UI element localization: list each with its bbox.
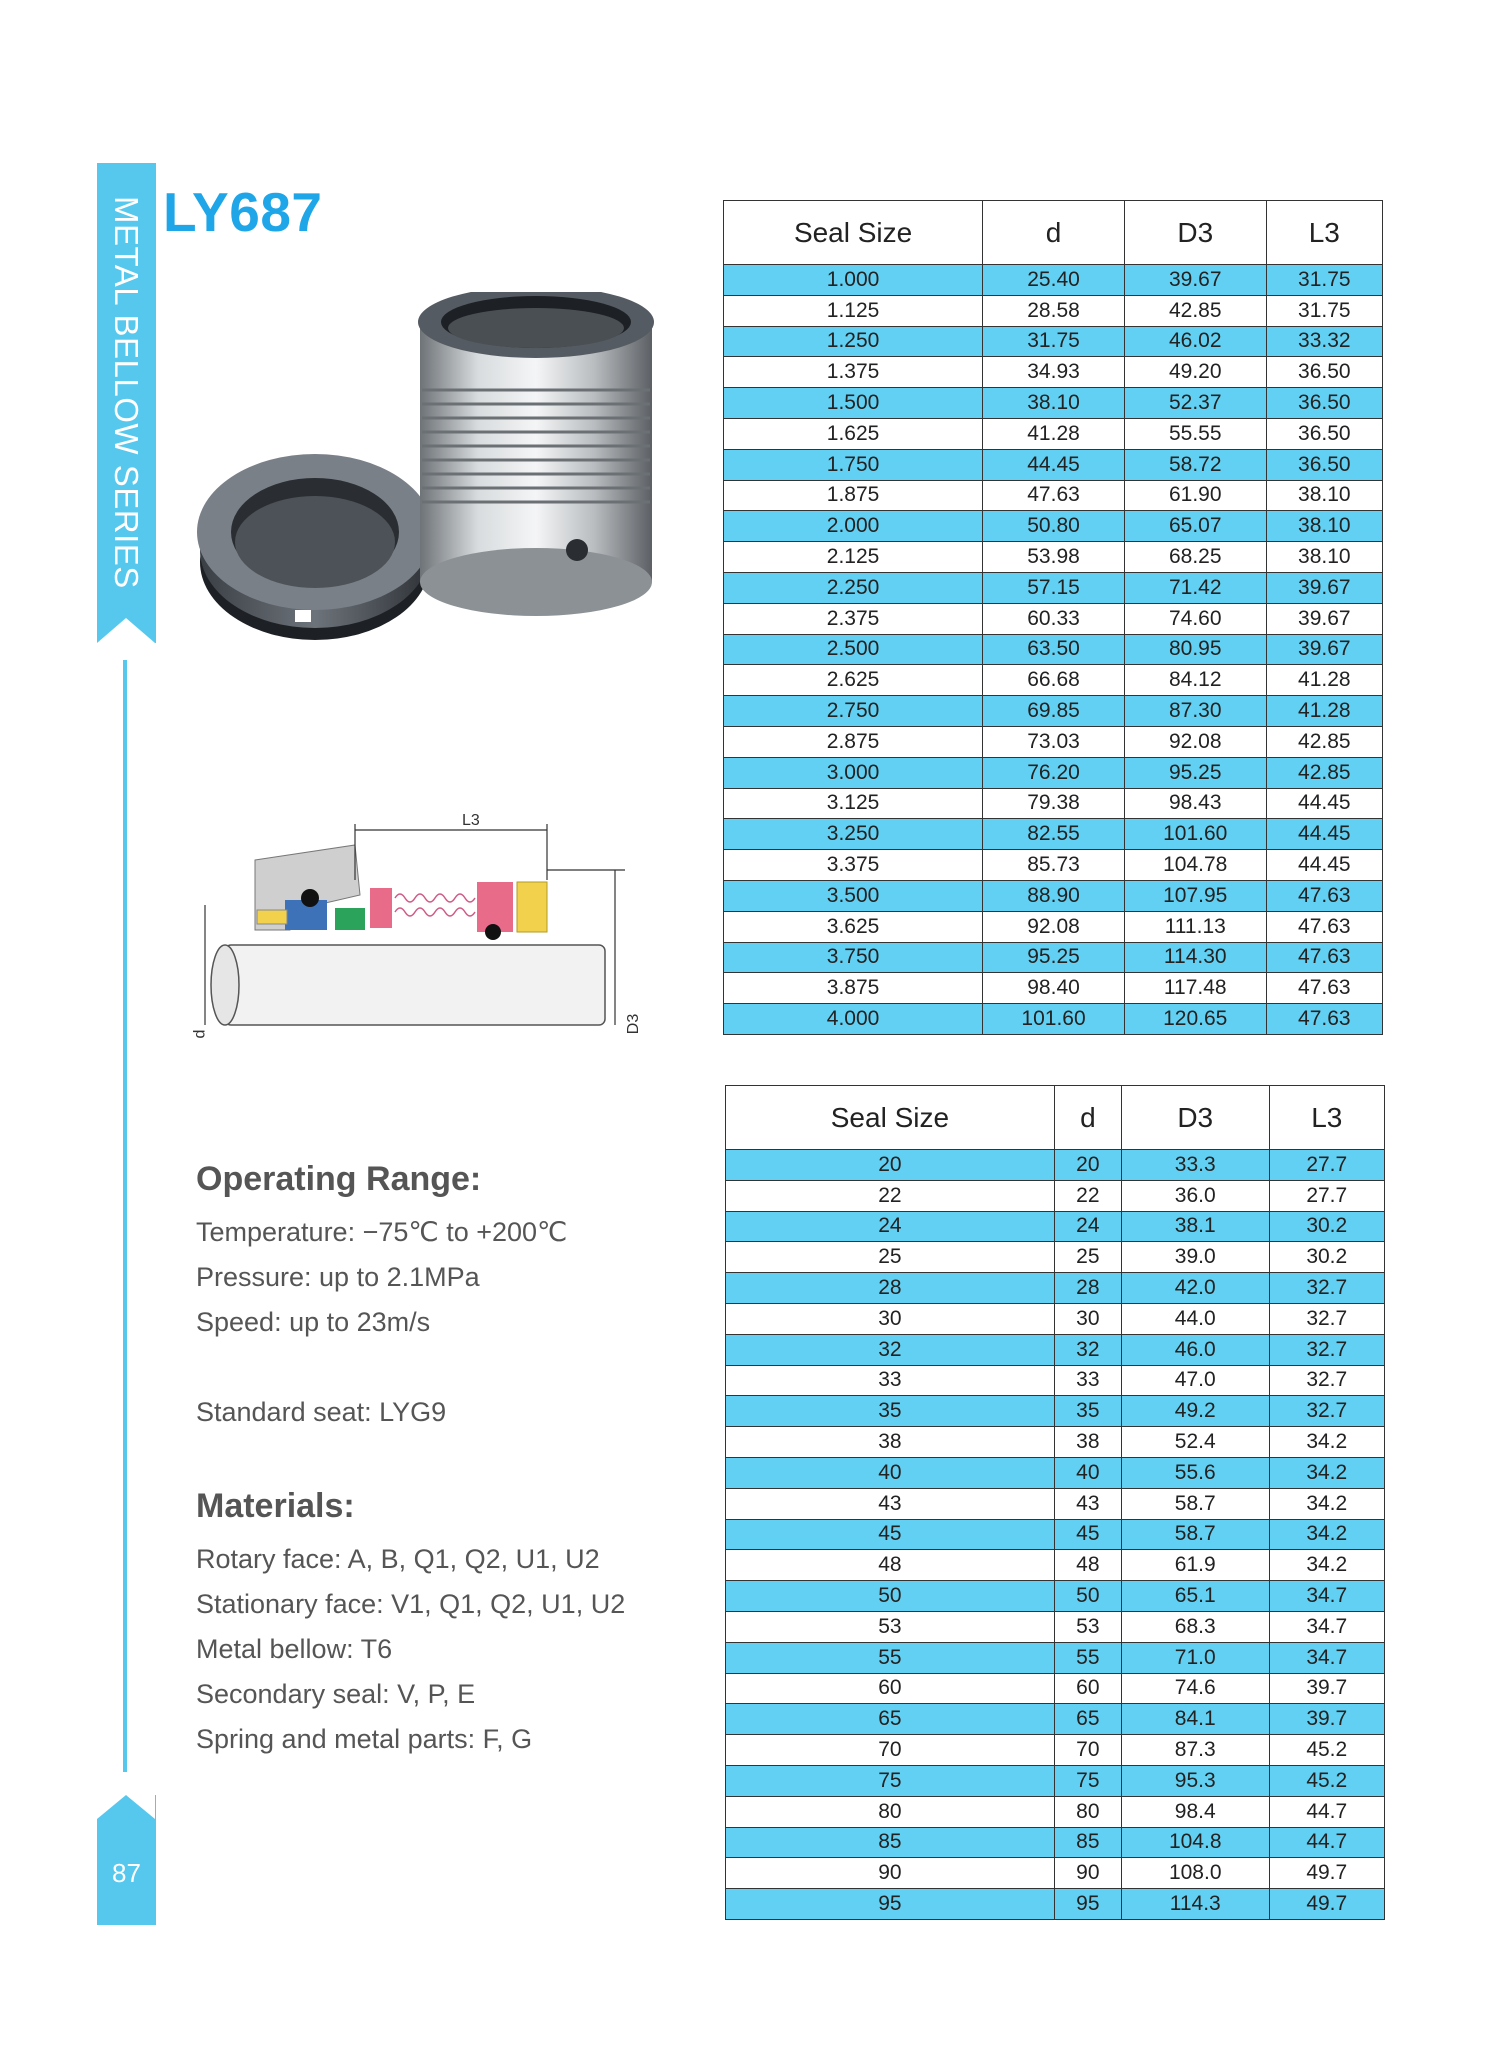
table-row — [724, 265, 1383, 296]
table-cell: 2.000 — [724, 511, 983, 542]
table-cell: 38.10 — [1266, 511, 1382, 542]
table-row — [726, 1735, 1385, 1766]
table-cell: 34.7 — [1269, 1642, 1384, 1673]
table-cell: 1.500 — [724, 388, 983, 419]
table-cell: 27.7 — [1269, 1150, 1384, 1181]
table-cell: 71.42 — [1124, 572, 1266, 603]
table-cell: 39.7 — [1269, 1704, 1384, 1735]
table-cell: 47.63 — [983, 480, 1125, 511]
table-cell: 61.9 — [1121, 1550, 1269, 1581]
table-cell: 92.08 — [1124, 726, 1266, 757]
table-row — [724, 819, 1383, 850]
table-cell: 47.63 — [1266, 1004, 1382, 1035]
table-cell: 92.08 — [983, 911, 1125, 942]
table-cell: 44.7 — [1269, 1827, 1384, 1858]
table-cell: 43 — [726, 1488, 1055, 1519]
table-cell: 74.60 — [1124, 603, 1266, 634]
table-cell: 104.78 — [1124, 850, 1266, 881]
table-cell: 34.7 — [1269, 1581, 1384, 1612]
table-row — [726, 1303, 1385, 1334]
table-cell: 60 — [726, 1673, 1055, 1704]
table-cell: 38.1 — [1121, 1211, 1269, 1242]
table-cell: 32.7 — [1269, 1273, 1384, 1304]
operating-range-line: Speed: up to 23m/s — [196, 1307, 431, 1337]
table-cell: 28 — [726, 1273, 1055, 1304]
table-cell: 88.90 — [983, 880, 1125, 911]
table-cell: 47.63 — [1266, 942, 1382, 973]
table-cell: 80.95 — [1124, 634, 1266, 665]
table-row — [724, 511, 1383, 542]
table-row — [724, 603, 1383, 634]
table-cell: 75 — [1054, 1765, 1121, 1796]
table-cell: 33 — [726, 1365, 1055, 1396]
table-cell: 84.12 — [1124, 665, 1266, 696]
table-cell: 38.10 — [983, 388, 1125, 419]
table-cell: 95 — [1054, 1889, 1121, 1920]
table-cell: 32 — [726, 1334, 1055, 1365]
operating-range-heading: Operating Range: — [196, 1160, 482, 1198]
table-cell: 45.2 — [1269, 1735, 1384, 1766]
table-cell: 114.3 — [1121, 1889, 1269, 1920]
table-body — [726, 1150, 1385, 1920]
table-cell: 120.65 — [1124, 1004, 1266, 1035]
table-cell: 44.0 — [1121, 1303, 1269, 1334]
table-cell: 49.7 — [1269, 1889, 1384, 1920]
table-cell: 60 — [1054, 1673, 1121, 1704]
table-cell: 28.58 — [983, 295, 1125, 326]
materials-section — [196, 1487, 716, 1526]
product-photo — [185, 292, 705, 672]
table-cell: 45 — [726, 1519, 1055, 1550]
table-cell: 90 — [726, 1858, 1055, 1889]
table-row — [724, 880, 1383, 911]
table-cell: 36.50 — [1266, 418, 1382, 449]
table-cell: 2.750 — [724, 696, 983, 727]
table-cell: 95.25 — [983, 942, 1125, 973]
table-row — [726, 1827, 1385, 1858]
table-cell: 53.98 — [983, 542, 1125, 573]
table-cell: 47.0 — [1121, 1365, 1269, 1396]
table-cell: 24 — [1054, 1211, 1121, 1242]
table-cell: 48 — [1054, 1550, 1121, 1581]
table-cell: 98.4 — [1121, 1796, 1269, 1827]
table-cell: 53 — [1054, 1611, 1121, 1642]
table-cell: 50 — [1054, 1581, 1121, 1612]
table-cell: 1.000 — [724, 265, 983, 296]
materials-line: Stationary face: V1, Q1, Q2, U1, U2 — [196, 1589, 626, 1619]
table-row — [726, 1642, 1385, 1673]
table-cell: 39.67 — [1266, 603, 1382, 634]
table-cell: 40 — [726, 1457, 1055, 1488]
table-row — [726, 1673, 1385, 1704]
table-cell: 38 — [726, 1427, 1055, 1458]
table-row — [726, 1242, 1385, 1273]
table-cell: 31.75 — [1266, 265, 1382, 296]
table-row — [726, 1334, 1385, 1365]
table-cell: 65.1 — [1121, 1581, 1269, 1612]
table-cell: 41.28 — [1266, 696, 1382, 727]
table-cell: 117.48 — [1124, 973, 1266, 1004]
table-cell: 3.625 — [724, 911, 983, 942]
table-cell: 101.60 — [983, 1004, 1125, 1035]
table-cell: 101.60 — [1124, 819, 1266, 850]
table-row — [726, 1611, 1385, 1642]
table-cell: 1.625 — [724, 418, 983, 449]
column-header: d — [983, 201, 1125, 265]
table-row — [724, 696, 1383, 727]
table-cell: 1.875 — [724, 480, 983, 511]
table-cell: 45.2 — [1269, 1765, 1384, 1796]
table-row — [724, 326, 1383, 357]
table-cell: 2.250 — [724, 572, 983, 603]
table-cell: 98.40 — [983, 973, 1125, 1004]
table-cell: 22 — [726, 1180, 1055, 1211]
table-row — [726, 1889, 1385, 1920]
table-row — [726, 1180, 1385, 1211]
page-number: 87 — [112, 1858, 141, 1888]
seal-cross-section-diagram — [195, 800, 665, 1050]
table-row — [726, 1704, 1385, 1735]
table-cell: 55.6 — [1121, 1457, 1269, 1488]
operating-range-line: Temperature: −75℃ to +200℃ — [196, 1217, 568, 1247]
table-cell: 42.85 — [1266, 726, 1382, 757]
diagram-label-l3: L3 — [462, 812, 480, 829]
table-cell: 90 — [1054, 1858, 1121, 1889]
table-cell: 46.02 — [1124, 326, 1266, 357]
table-cell: 44.45 — [1266, 788, 1382, 819]
table-cell: 69.85 — [983, 696, 1125, 727]
table-cell: 39.67 — [1266, 634, 1382, 665]
table-row — [726, 1488, 1385, 1519]
table-cell: 60.33 — [983, 603, 1125, 634]
table-cell: 42.85 — [1266, 757, 1382, 788]
table-cell: 30.2 — [1269, 1211, 1384, 1242]
table-cell: 3.125 — [724, 788, 983, 819]
materials-line: Rotary face: A, B, Q1, Q2, U1, U2 — [196, 1544, 600, 1574]
table-cell: 34.2 — [1269, 1488, 1384, 1519]
column-header: Seal Size — [724, 201, 983, 265]
table-cell: 49.2 — [1121, 1396, 1269, 1427]
table-cell: 25 — [726, 1242, 1055, 1273]
table-cell: 47.63 — [1266, 880, 1382, 911]
series-tab-notch — [97, 618, 155, 643]
operating-range-line: Pressure: up to 2.1MPa — [196, 1262, 480, 1292]
table-cell: 108.0 — [1121, 1858, 1269, 1889]
table-cell: 61.90 — [1124, 480, 1266, 511]
table-cell: 68.25 — [1124, 542, 1266, 573]
table-header-row — [726, 1086, 1385, 1150]
table-cell: 43 — [1054, 1488, 1121, 1519]
table-cell: 85 — [726, 1827, 1055, 1858]
table-cell: 95.3 — [1121, 1765, 1269, 1796]
table-cell: 65.07 — [1124, 511, 1266, 542]
table-cell: 87.3 — [1121, 1735, 1269, 1766]
materials-line: Secondary seal: V, P, E — [196, 1679, 476, 1709]
standard-seat-line: Standard seat: LYG9 — [196, 1397, 447, 1427]
table-cell: 76.20 — [983, 757, 1125, 788]
page-number-tab-tip — [97, 1795, 155, 1819]
table-cell: 1.375 — [724, 357, 983, 388]
metric-size-table — [725, 1085, 1385, 1920]
table-row — [726, 1457, 1385, 1488]
table-cell: 35 — [1054, 1396, 1121, 1427]
table-cell: 75 — [726, 1765, 1055, 1796]
table-cell: 39.67 — [1266, 572, 1382, 603]
table-cell: 32 — [1054, 1334, 1121, 1365]
table-cell: 38.10 — [1266, 480, 1382, 511]
table-cell: 44.45 — [1266, 850, 1382, 881]
materials-line: Spring and metal parts: F, G — [196, 1724, 533, 1754]
table-cell: 50 — [726, 1581, 1055, 1612]
table-row — [726, 1365, 1385, 1396]
table-cell: 4.000 — [724, 1004, 983, 1035]
table-cell: 47.63 — [1266, 973, 1382, 1004]
table-row — [724, 942, 1383, 973]
table-cell: 107.95 — [1124, 880, 1266, 911]
table-cell: 2.375 — [724, 603, 983, 634]
table-cell: 114.30 — [1124, 942, 1266, 973]
table-cell: 71.0 — [1121, 1642, 1269, 1673]
table-cell: 2.500 — [724, 634, 983, 665]
table-cell: 2.625 — [724, 665, 983, 696]
table-cell: 55 — [726, 1642, 1055, 1673]
table-cell: 48 — [726, 1550, 1055, 1581]
table-cell: 55 — [1054, 1642, 1121, 1673]
table-cell: 34.93 — [983, 357, 1125, 388]
column-header: D3 — [1121, 1086, 1269, 1150]
table-cell: 84.1 — [1121, 1704, 1269, 1735]
table-cell: 36.50 — [1266, 357, 1382, 388]
product-title: LY687 — [163, 181, 323, 243]
table-cell: 34.7 — [1269, 1611, 1384, 1642]
table-row — [726, 1273, 1385, 1304]
table-cell: 35 — [726, 1396, 1055, 1427]
table-cell: 32.7 — [1269, 1334, 1384, 1365]
table-cell: 44.45 — [983, 449, 1125, 480]
table-cell: 63.50 — [983, 634, 1125, 665]
table-cell: 58.72 — [1124, 449, 1266, 480]
table-cell: 32.7 — [1269, 1396, 1384, 1427]
series-label: METAL BELLOW SERIES — [108, 196, 145, 589]
table-cell: 3.250 — [724, 819, 983, 850]
table-row — [724, 726, 1383, 757]
table-cell: 82.55 — [983, 819, 1125, 850]
table-cell: 57.15 — [983, 572, 1125, 603]
table-cell: 45 — [1054, 1519, 1121, 1550]
table-row — [726, 1519, 1385, 1550]
table-cell: 30 — [1054, 1303, 1121, 1334]
table-cell: 34.2 — [1269, 1457, 1384, 1488]
table-row — [726, 1211, 1385, 1242]
table-cell: 47.63 — [1266, 911, 1382, 942]
table-cell: 55.55 — [1124, 418, 1266, 449]
table-cell: 22 — [1054, 1180, 1121, 1211]
table-row — [726, 1427, 1385, 1458]
table-cell: 52.4 — [1121, 1427, 1269, 1458]
table-row — [726, 1150, 1385, 1181]
table-row — [724, 418, 1383, 449]
column-header: d — [1054, 1086, 1121, 1150]
table-row — [724, 357, 1383, 388]
table-cell: 42.0 — [1121, 1273, 1269, 1304]
table-cell: 33 — [1054, 1365, 1121, 1396]
table-cell: 3.875 — [724, 973, 983, 1004]
column-header: L3 — [1266, 201, 1382, 265]
column-header: D3 — [1124, 201, 1266, 265]
table-cell: 28 — [1054, 1273, 1121, 1304]
table-cell: 65 — [1054, 1704, 1121, 1735]
table-row — [724, 449, 1383, 480]
table-cell: 73.03 — [983, 726, 1125, 757]
table-cell: 80 — [726, 1796, 1055, 1827]
table-cell: 58.7 — [1121, 1488, 1269, 1519]
table-row — [724, 572, 1383, 603]
table-cell: 36.50 — [1266, 388, 1382, 419]
table-cell: 39.7 — [1269, 1673, 1384, 1704]
table-cell: 41.28 — [983, 418, 1125, 449]
table-row — [726, 1550, 1385, 1581]
table-cell: 2.125 — [724, 542, 983, 573]
table-body — [724, 265, 1383, 1035]
side-divider-line — [123, 660, 127, 1772]
table-cell: 65 — [726, 1704, 1055, 1735]
table-cell: 85 — [1054, 1827, 1121, 1858]
table-cell: 2.875 — [724, 726, 983, 757]
table-cell: 3.375 — [724, 850, 983, 881]
table-cell: 85.73 — [983, 850, 1125, 881]
table-cell: 80 — [1054, 1796, 1121, 1827]
table-cell: 42.85 — [1124, 295, 1266, 326]
table-cell: 25 — [1054, 1242, 1121, 1273]
table-row — [724, 757, 1383, 788]
table-row — [726, 1765, 1385, 1796]
column-header: L3 — [1269, 1086, 1384, 1150]
table-cell: 24 — [726, 1211, 1055, 1242]
table-cell: 44.45 — [1266, 819, 1382, 850]
table-cell: 3.750 — [724, 942, 983, 973]
table-cell: 50.80 — [983, 511, 1125, 542]
table-cell: 20 — [1054, 1150, 1121, 1181]
table-cell: 74.6 — [1121, 1673, 1269, 1704]
table-cell: 95.25 — [1124, 757, 1266, 788]
table-cell: 32.7 — [1269, 1303, 1384, 1334]
table-row — [726, 1581, 1385, 1612]
table-cell: 44.7 — [1269, 1796, 1384, 1827]
table-cell: 31.75 — [983, 326, 1125, 357]
seat-ring — [197, 454, 433, 640]
table-cell: 52.37 — [1124, 388, 1266, 419]
diagram-label-d3: D3 — [625, 1013, 643, 1035]
table-cell: 3.500 — [724, 880, 983, 911]
table-cell: 31.75 — [1266, 295, 1382, 326]
table-cell: 33.32 — [1266, 326, 1382, 357]
table-cell: 36.0 — [1121, 1180, 1269, 1211]
table-cell: 1.750 — [724, 449, 983, 480]
table-cell: 39.0 — [1121, 1242, 1269, 1273]
table-row — [724, 295, 1383, 326]
table-cell: 30 — [726, 1303, 1055, 1334]
table-cell: 49.7 — [1269, 1858, 1384, 1889]
table-cell: 1.125 — [724, 295, 983, 326]
table-row — [724, 634, 1383, 665]
table-row — [724, 973, 1383, 1004]
inch-size-table — [723, 200, 1383, 1035]
table-cell: 53 — [726, 1611, 1055, 1642]
column-header: Seal Size — [726, 1086, 1055, 1150]
table-cell: 34.2 — [1269, 1550, 1384, 1581]
table-cell: 87.30 — [1124, 696, 1266, 727]
table-cell: 3.000 — [724, 757, 983, 788]
table-cell: 25.40 — [983, 265, 1125, 296]
table-cell: 33.3 — [1121, 1150, 1269, 1181]
table-cell: 111.13 — [1124, 911, 1266, 942]
table-row — [724, 1004, 1383, 1035]
table-cell: 58.7 — [1121, 1519, 1269, 1550]
table-cell: 1.250 — [724, 326, 983, 357]
table-cell: 95 — [726, 1889, 1055, 1920]
table-cell: 40 — [1054, 1457, 1121, 1488]
table-row — [726, 1858, 1385, 1889]
table-cell: 98.43 — [1124, 788, 1266, 819]
table-cell: 34.2 — [1269, 1427, 1384, 1458]
materials-line: Metal bellow: T6 — [196, 1634, 393, 1664]
table-row — [724, 388, 1383, 419]
table-cell: 41.28 — [1266, 665, 1382, 696]
table-cell: 36.50 — [1266, 449, 1382, 480]
table-row — [724, 788, 1383, 819]
table-cell: 70 — [1054, 1735, 1121, 1766]
table-row — [724, 850, 1383, 881]
diagram-label-d: d — [191, 1029, 209, 1039]
table-row — [726, 1796, 1385, 1827]
table-header-row — [724, 201, 1383, 265]
table-cell: 27.7 — [1269, 1180, 1384, 1211]
table-cell: 70 — [726, 1735, 1055, 1766]
table-cell: 38 — [1054, 1427, 1121, 1458]
bellows-head — [418, 292, 654, 616]
table-row — [726, 1396, 1385, 1427]
table-row — [724, 542, 1383, 573]
table-cell: 30.2 — [1269, 1242, 1384, 1273]
table-cell: 49.20 — [1124, 357, 1266, 388]
table-row — [724, 480, 1383, 511]
table-cell: 20 — [726, 1150, 1055, 1181]
table-row — [724, 665, 1383, 696]
table-cell: 104.8 — [1121, 1827, 1269, 1858]
table-cell: 34.2 — [1269, 1519, 1384, 1550]
table-cell: 66.68 — [983, 665, 1125, 696]
table-cell: 68.3 — [1121, 1611, 1269, 1642]
table-row — [724, 911, 1383, 942]
table-cell: 38.10 — [1266, 542, 1382, 573]
table-cell: 32.7 — [1269, 1365, 1384, 1396]
materials-heading: Materials: — [196, 1487, 355, 1525]
table-cell: 39.67 — [1124, 265, 1266, 296]
table-cell: 79.38 — [983, 788, 1125, 819]
table-cell: 46.0 — [1121, 1334, 1269, 1365]
operating-range-section — [196, 1160, 716, 1199]
